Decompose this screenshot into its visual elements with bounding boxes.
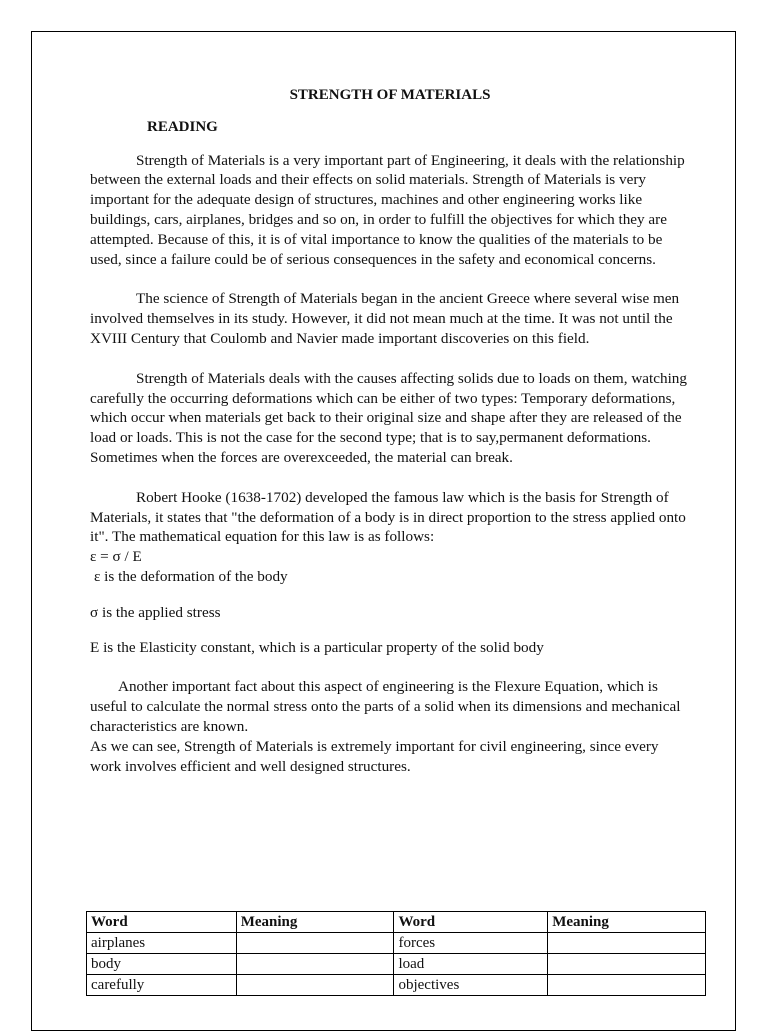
definition-sigma: σ is the applied stress bbox=[90, 603, 221, 621]
paragraph-flexure: Another important fact about this aspect of engineering is the Flexure Equation, which is useful to calculate the normal stress onto the parts of a solid when its dimensions and mechanical characteristics are known. bbox=[90, 678, 681, 735]
definition-epsilon: ε is the deformation of the body bbox=[94, 567, 288, 585]
table-header: Meaning bbox=[548, 912, 706, 933]
table-header: Word bbox=[394, 912, 548, 933]
table-cell-meaning[interactable] bbox=[548, 954, 706, 975]
hooke-formula: ε = σ / E bbox=[90, 548, 142, 566]
paragraph-intro: Strength of Materials is a very important part of Engineering, it deals with the relationship between the external loads and their effects on solid materials. Strength of Materials is very important for the adequate design of structures, machines and other engineering works like buildings, cars, airplanes, bridges and so on, in order to fulfill the objectives for which they are attempted. Because of this, it is of vital importance to know the qualities of the materials to be used, since a failure could be of serious consequences in the safety and economical concerns. bbox=[90, 151, 685, 268]
table-cell-word: carefully bbox=[87, 975, 237, 996]
document-body bbox=[90, 86, 690, 776]
table-cell-meaning[interactable] bbox=[236, 975, 394, 996]
table-cell-meaning[interactable] bbox=[548, 933, 706, 954]
vocabulary-table bbox=[86, 911, 706, 996]
table-row bbox=[87, 933, 706, 954]
table-header: Word bbox=[87, 912, 237, 933]
table-cell-word: load bbox=[394, 954, 548, 975]
table-cell-word: airplanes bbox=[87, 933, 237, 954]
table-row bbox=[87, 975, 706, 996]
paragraph-conclusion: As we can see, Strength of Materials is extremely important for civil engineering, since every work involves efficient and well designed structures. bbox=[90, 737, 659, 775]
table-header-row bbox=[87, 912, 706, 933]
table-cell-meaning[interactable] bbox=[236, 933, 394, 954]
table-cell-meaning[interactable] bbox=[236, 954, 394, 975]
table-row bbox=[87, 954, 706, 975]
table-cell-word: body bbox=[87, 954, 237, 975]
definition-elasticity: E is the Elasticity constant, which is a particular property of the solid body bbox=[90, 638, 544, 656]
table-cell-word: objectives bbox=[394, 975, 548, 996]
paragraph-history: The science of Strength of Materials began in the ancient Greece where several wise men involved themselves in its study. However, it did not mean much at the time. It was not until the XVIII Century that Coulomb and Navier made important discoveries on this field. bbox=[90, 290, 680, 347]
section-heading: READING bbox=[147, 118, 218, 135]
table-header: Meaning bbox=[236, 912, 394, 933]
document-title: STRENGTH OF MATERIALS bbox=[289, 87, 491, 103]
table-cell-meaning[interactable] bbox=[548, 975, 706, 996]
table-cell-word: forces bbox=[394, 933, 548, 954]
paragraph-hooke: Robert Hooke (1638-1702) developed the famous law which is the basis for Strength of Materials, it states that "the deformation of a body is in direct proportion to the stress applied onto it". The mathematical equation for this law is as follows: bbox=[90, 488, 686, 546]
paragraph-deformations: Strength of Materials deals with the causes affecting solids due to loads on them, watching carefully the occurring deformations which can be either of two types: Temporary deformations, which occur when materials get back to their original size and shape after they are released of the load or loads. This is not the case for the second type; that is to say,permanent deformations. Sometimes when the forces are overexceeded, the material can break. bbox=[90, 369, 687, 466]
